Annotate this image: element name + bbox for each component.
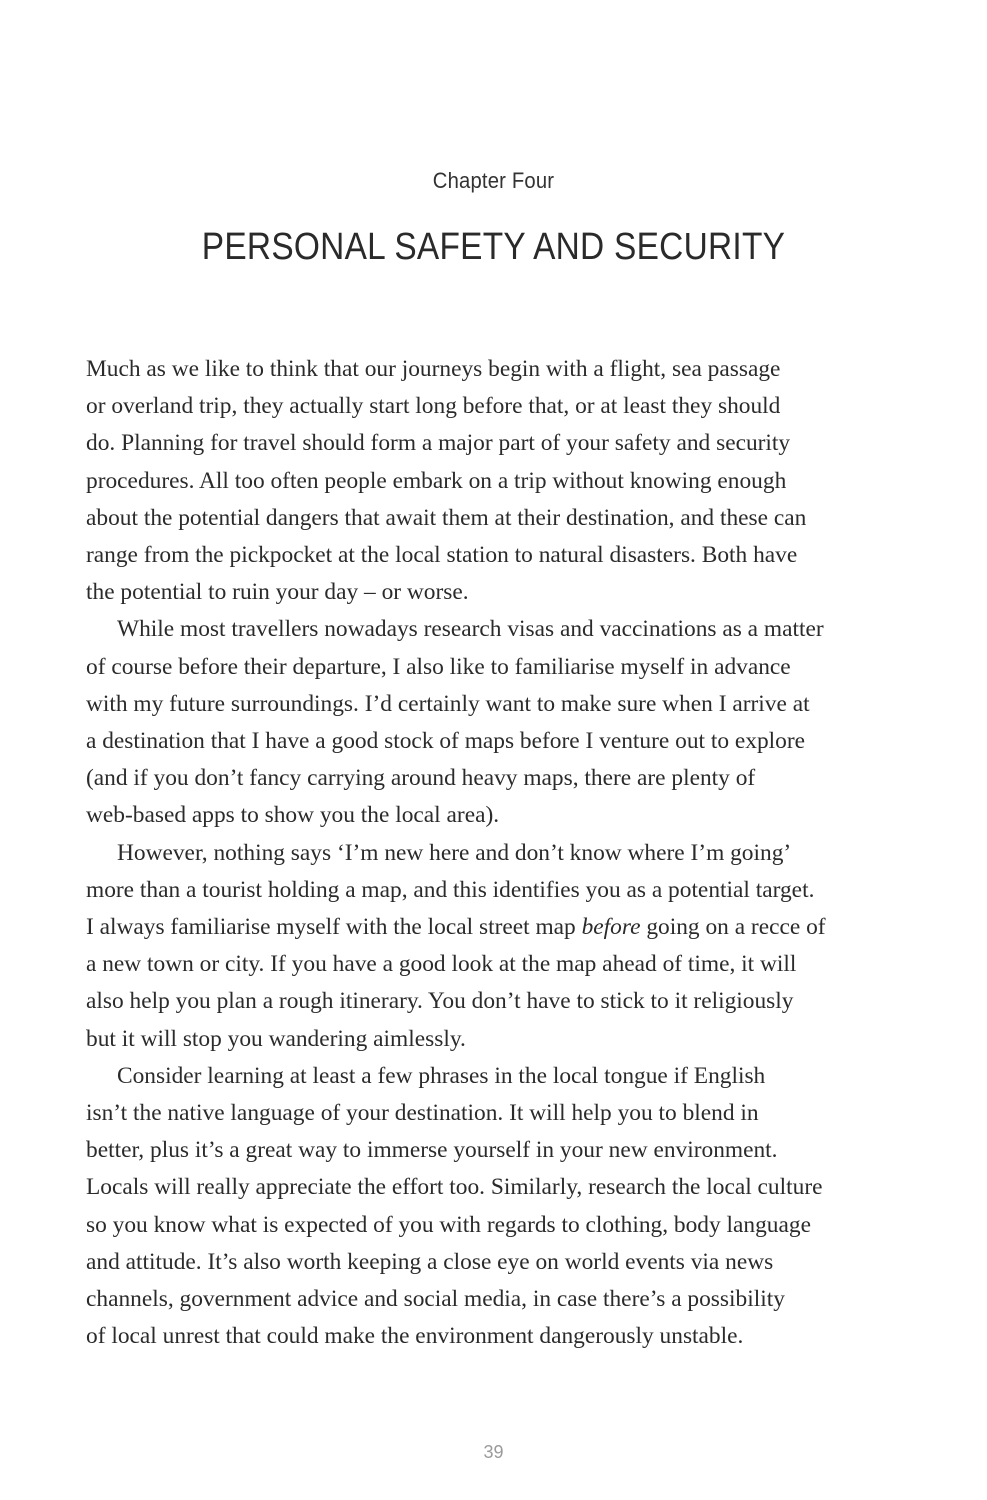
paragraph-2 xyxy=(86,611,906,834)
text-line: a new town or city. If you have a good look at the map ahead of time, it will xyxy=(86,951,797,978)
text-line: so you know what is expected of you with regards to clothing, body language xyxy=(86,1211,811,1238)
paragraph-4 xyxy=(86,1058,906,1356)
paragraph-3 xyxy=(86,835,906,1058)
text-line: with my future surroundings. I’d certainly want to make sure when I arrive at xyxy=(86,690,810,717)
text-line: However, nothing says ‘I’m new here and don’t know where I’m going’ xyxy=(117,839,792,866)
paragraph-1 xyxy=(86,351,906,611)
emphasis-text: before xyxy=(581,914,641,941)
text-line: do. Planning for travel should form a major part of your safety and security xyxy=(86,430,791,457)
chapter-title: PERSONAL SAFETY AND SECURITY xyxy=(201,226,786,268)
text-line: procedures. All too often people embark on a trip without knowing enough xyxy=(86,467,787,494)
page-number: 39 xyxy=(483,1442,504,1462)
text-line: of local unrest that could make the environment dangerously unstable. xyxy=(86,1323,744,1350)
text-line: Consider learning at least a few phrases in the local tongue if English xyxy=(117,1062,766,1089)
text-line: or overland trip, they actually start long before that, or at least they should xyxy=(86,393,781,420)
text-line: the potential to ruin your day – or worse. xyxy=(86,579,469,606)
chapter-label: Chapter Four xyxy=(432,168,555,193)
text-line: (and if you don’t fancy carrying around heavy maps, there are plenty of xyxy=(86,765,756,792)
text-segment: going on a recce of xyxy=(640,914,826,941)
text-line: more than a tourist holding a map, and this identifies you as a potential target. xyxy=(86,876,815,903)
text-line: about the potential dangers that await them at their destination, and these can xyxy=(86,504,807,531)
text-line: web-based apps to show you the local area). xyxy=(86,802,500,829)
text-line: of course before their departure, I also like to familiarise myself in advance xyxy=(86,653,791,680)
text-line-with-emphasis xyxy=(86,909,906,946)
chapter-body xyxy=(86,351,906,1355)
text-line: While most travellers nowadays research visas and vaccinations as a matter xyxy=(117,616,824,643)
text-line: range from the pickpocket at the local station to natural disasters. Both have xyxy=(86,542,798,569)
text-line: better, plus it’s a great way to immerse yourself in your new environment. xyxy=(86,1137,778,1164)
text-line: isn’t the native language of your destination. It will help you to blend in xyxy=(86,1100,759,1127)
text-line: but it will stop you wandering aimlessly. xyxy=(86,1025,466,1052)
text-line: and attitude. It’s also worth keeping a close eye on world events via news xyxy=(86,1248,774,1275)
text-line: Much as we like to think that our journeys begin with a flight, sea passage xyxy=(86,356,781,382)
text-line: Locals will really appreciate the effort too. Similarly, research the local culture xyxy=(86,1174,823,1201)
text-line: a destination that I have a good stock of maps before I venture out to explore xyxy=(86,728,806,755)
text-line: channels, government advice and social media, in case there’s a possibility xyxy=(86,1286,785,1313)
text-line: also help you plan a rough itinerary. You don’t have to stick to it religiously xyxy=(86,988,794,1015)
text-segment: I always familiarise myself with the local street map xyxy=(86,914,582,941)
